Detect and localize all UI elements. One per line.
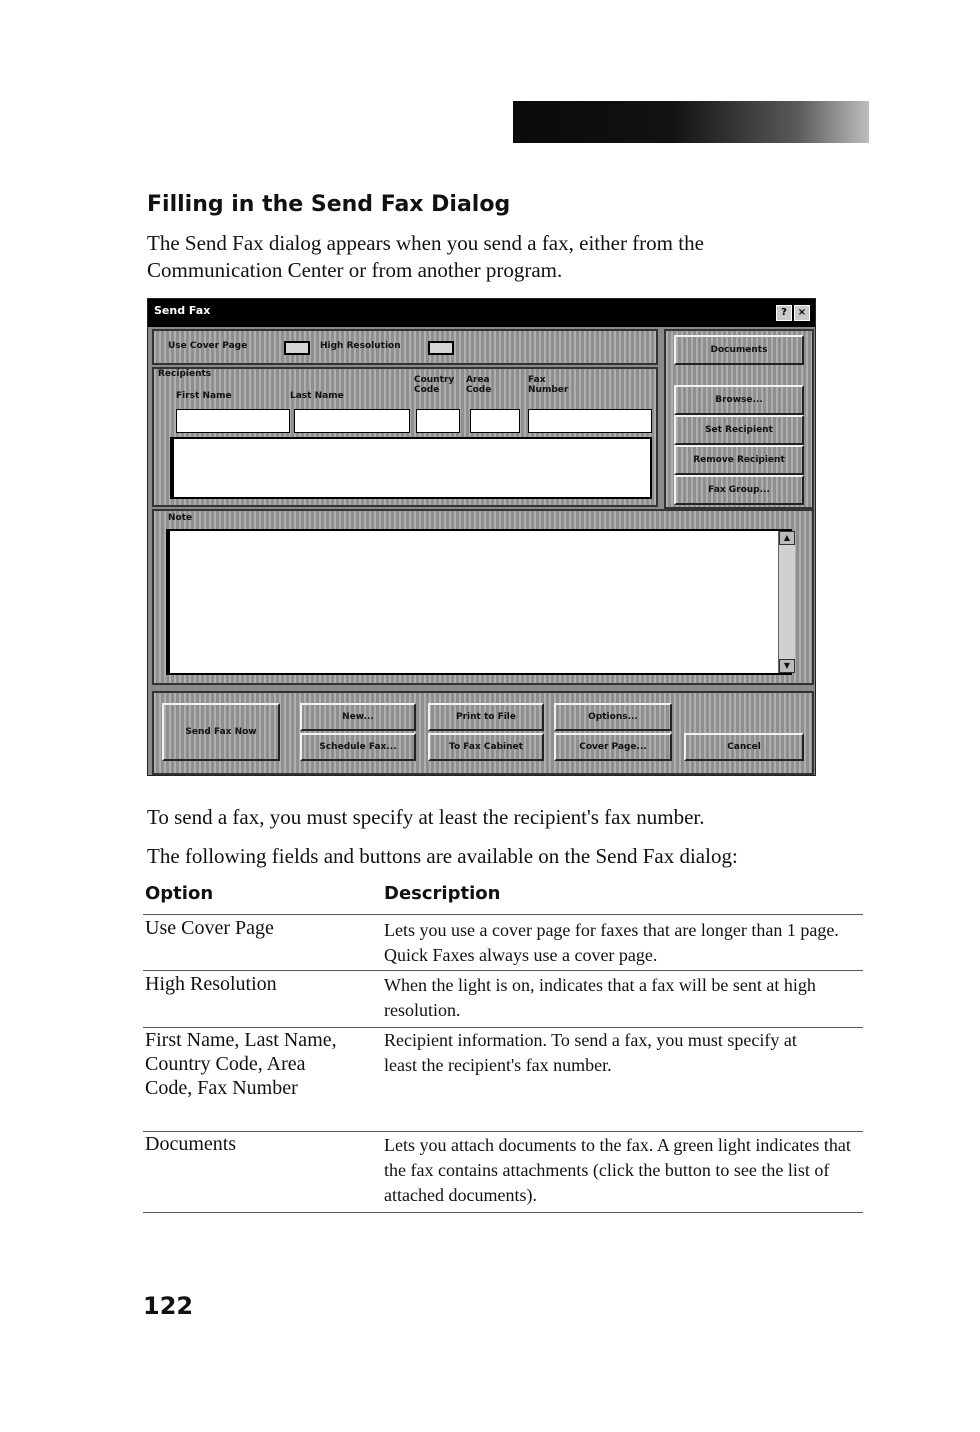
options-button[interactable]: Options... xyxy=(554,703,672,731)
description-cell: Recipient information. To send a fax, you must specify at least the recipient's fax number. xyxy=(384,1030,797,1075)
fields-intro-paragraph: The following fields and buttons are available on the Send Fax dialog: xyxy=(147,844,738,868)
recipients-label: Recipients xyxy=(158,369,212,379)
option-cell: High Resolution xyxy=(145,973,277,995)
recipient-list[interactable] xyxy=(170,437,652,499)
intro-paragraph: The Send Fax dialog appears when you send a fax, either from the Communication Center or from another program. xyxy=(147,231,704,282)
description-cell: When the light is on, indicates that a fax will be sent at high resolution. xyxy=(384,975,816,1020)
page-number: 122 xyxy=(143,1292,194,1320)
documents-button[interactable]: Documents xyxy=(674,335,804,365)
print-to-file-button[interactable]: Print to File xyxy=(428,703,544,731)
first-name-field[interactable] xyxy=(176,409,290,433)
option-cell: First Name, Last Name, Country Code, Area Code, Fax Number xyxy=(145,1029,337,1099)
use-cover-page-label: Use Cover Page xyxy=(168,341,248,351)
last-name-column-label: Last Name xyxy=(290,391,344,401)
option-cell: Use Cover Page xyxy=(145,917,274,939)
description-column-header: Description xyxy=(384,883,501,904)
recipients-panel xyxy=(152,367,658,507)
country-code-field[interactable] xyxy=(416,409,460,433)
to-fax-cabinet-button[interactable]: To Fax Cabinet xyxy=(428,733,544,761)
dialog-title-bar xyxy=(148,299,815,327)
bottom-button-panel xyxy=(152,691,814,775)
fax-number-column-label: Fax Number xyxy=(528,375,569,395)
area-code-column-label: Area Code xyxy=(466,375,492,395)
note-panel xyxy=(152,509,814,685)
area-code-field[interactable] xyxy=(470,409,520,433)
dialog-title: Send Fax xyxy=(154,304,211,317)
scroll-down-arrow-icon[interactable]: ▼ xyxy=(779,659,795,673)
schedule-fax-button[interactable]: Schedule Fax... xyxy=(300,733,416,761)
browse-button[interactable]: Browse... xyxy=(674,385,804,415)
fax-number-field[interactable] xyxy=(528,409,652,433)
side-button-panel xyxy=(664,329,814,509)
help-icon[interactable]: ? xyxy=(776,305,792,321)
close-icon[interactable]: × xyxy=(794,305,810,321)
table-divider xyxy=(143,970,863,971)
option-column-header: Option xyxy=(145,883,214,904)
description-cell: Lets you use a cover page for faxes that are longer than 1 page. Quick Faxes always use a cover page. xyxy=(384,920,839,965)
use-cover-page-toggle[interactable] xyxy=(284,341,310,355)
set-recipient-button[interactable]: Set Recipient xyxy=(674,415,804,445)
new-button[interactable]: New... xyxy=(300,703,416,731)
cover-page-button[interactable]: Cover Page... xyxy=(554,733,672,761)
table-divider xyxy=(143,914,863,915)
scroll-up-arrow-icon[interactable]: ▲ xyxy=(779,531,795,545)
country-code-column-label: Country Code xyxy=(414,375,455,395)
fax-group-button[interactable]: Fax Group... xyxy=(674,475,804,505)
note-text-area[interactable] xyxy=(166,529,792,675)
high-resolution-label: High Resolution xyxy=(320,341,401,351)
chapter-header-bar xyxy=(513,101,869,143)
note-label: Note xyxy=(168,513,193,523)
send-fax-dialog-screenshot xyxy=(147,298,816,776)
specify-fax-number-paragraph: To send a fax, you must specify at least the recipient's fax number. xyxy=(147,805,705,829)
options-row xyxy=(152,329,658,365)
cancel-button[interactable]: Cancel xyxy=(684,733,804,761)
section-title: Filling in the Send Fax Dialog xyxy=(147,192,511,217)
note-scrollbar[interactable] xyxy=(778,531,795,673)
send-fax-now-button[interactable]: Send Fax Now xyxy=(162,703,280,761)
description-cell: Lets you attach documents to the fax. A green light indicates that the fax contains attachments (click the button to see the list of attached documents). xyxy=(384,1135,851,1205)
last-name-field[interactable] xyxy=(294,409,410,433)
first-name-column-label: First Name xyxy=(176,391,232,401)
table-divider xyxy=(143,1212,863,1213)
remove-recipient-button[interactable]: Remove Recipient xyxy=(674,445,804,475)
high-resolution-toggle[interactable] xyxy=(428,341,454,355)
option-cell: Documents xyxy=(145,1133,237,1155)
